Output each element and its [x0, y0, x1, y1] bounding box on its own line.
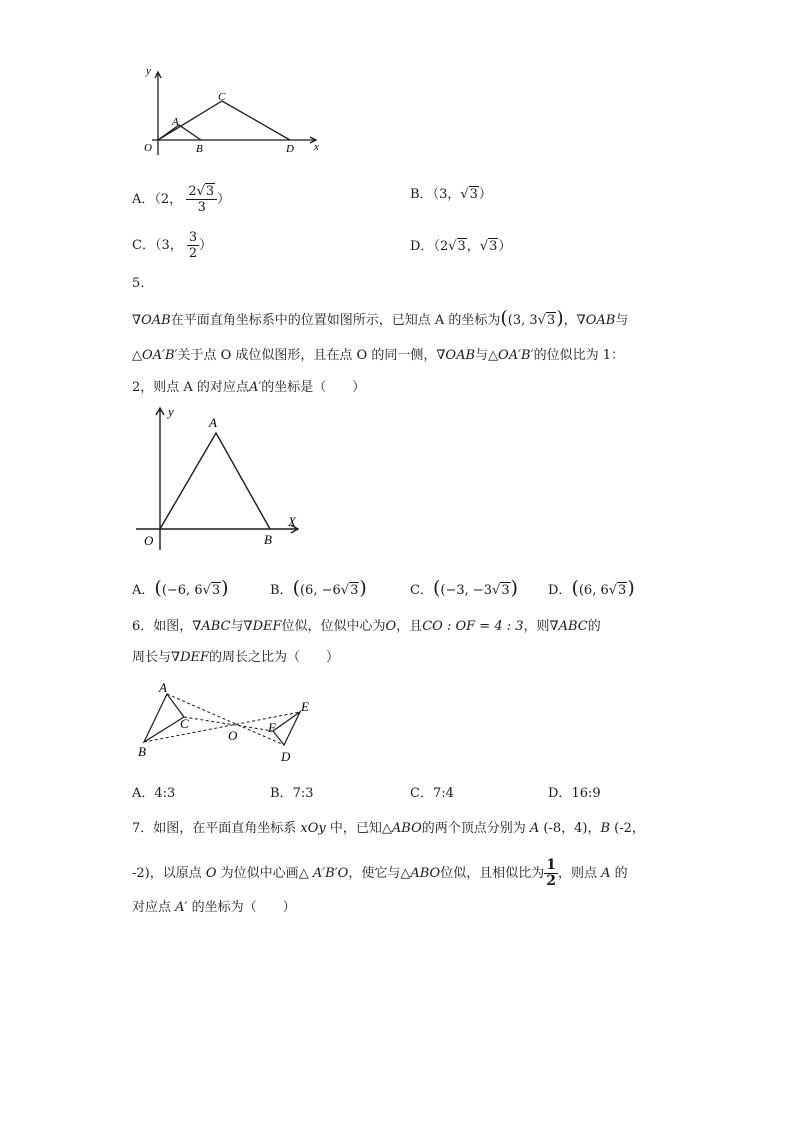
q6-label-f: F [268, 720, 276, 735]
q6-triangle-def [273, 712, 300, 745]
q4-label-c: C [218, 91, 226, 103]
q4-option-a: A．（2， $\frac{2√3}{3}$ ） [132, 184, 231, 215]
q5-option-a: A．((−6, 6√3) [132, 577, 229, 599]
q7-ratio-fraction: $\frac{1}{2}$ [546, 857, 556, 889]
q4-figure [130, 60, 330, 160]
q7-line-1: 7．如图，在平面直角坐标系 xOy 中，已知△ABO的两个顶点分别为 A (-8，4)，B (-2， [132, 821, 645, 836]
q5-option-b: B．((6, −6√3) [270, 577, 367, 599]
q6-figure [130, 680, 330, 770]
q7-line-2: -2)，以原点 O 为位似中心画△ A′B′O，使它与△ABO位似，且相似比为 $\frac{1}{2}$ ，则点 A 的 [132, 857, 628, 889]
q6-label-c: C [180, 716, 189, 731]
q5-label-b: B [264, 532, 272, 547]
q4-label-d: D [286, 143, 294, 155]
q4-label-b: B [196, 143, 203, 155]
q4-option-d: D．（2√3，√3） [410, 239, 512, 254]
q6-label-a: A [159, 680, 167, 695]
q5-figure [130, 398, 310, 553]
q6-option-a: A．4:3 [132, 786, 176, 801]
q5-number: 5. [132, 276, 145, 291]
q5-line-1: ∇OAB在平面直角坐标系中的位置如图所示，已知点 A 的坐标为((3, 3√3)，∇OAB与 [132, 307, 629, 329]
q5-label-x: X [288, 514, 296, 529]
q4-option-b: B．（3，√3） [410, 187, 492, 202]
q6-label-o: O [228, 728, 238, 743]
q5-option-c: C．((−3, −3√3) [410, 577, 519, 599]
q6-triangle-abc [144, 694, 184, 742]
q6-label-e: E [301, 699, 309, 714]
q4-option-a-fraction: $\frac{2√3}{3}$ [186, 184, 217, 215]
q5-triangle-oab [160, 433, 270, 529]
q4-label-y: y [146, 65, 151, 77]
q7-line-3: 对应点 A′ 的坐标为（ ） [132, 900, 296, 915]
q5-label-o: O [144, 533, 154, 548]
q6-option-d: D．16:9 [548, 786, 601, 801]
q5-option-d: D．((6, 6√3) [548, 577, 635, 599]
q5-line-3: 2，则点 A 的对应点A′的坐标是（ ） [132, 380, 366, 395]
q4-option-c: C．（3， $\frac{3}{2}$ ） [132, 230, 213, 261]
q5-label-y: y [168, 404, 174, 419]
q6-line-2: 周长与∇DEF的周长之比为（ ） [132, 650, 340, 665]
q6-option-c: C．7:4 [410, 786, 454, 801]
q6-line-1: 6．如图，∇ABC与∇DEF位似，位似中心为O，且CO : OF = 4 : 3，则∇ABC的 [132, 619, 601, 634]
q6-label-b: B [138, 744, 146, 759]
q4-option-c-fraction: $\frac{3}{2}$ [188, 230, 198, 261]
q5-line-2: △OA′B′关于点 O 成位似图形，且在点 O 的同一侧，∇OAB与△OA′B′的位似比为 1： [132, 348, 624, 363]
q6-option-b: B．7:3 [270, 786, 314, 801]
q6-label-d: D [281, 749, 291, 764]
q5-label-a: A [209, 415, 217, 430]
q4-label-x: x [314, 141, 319, 153]
q4-label-a: A [172, 116, 179, 128]
q4-label-o: O [144, 142, 152, 154]
